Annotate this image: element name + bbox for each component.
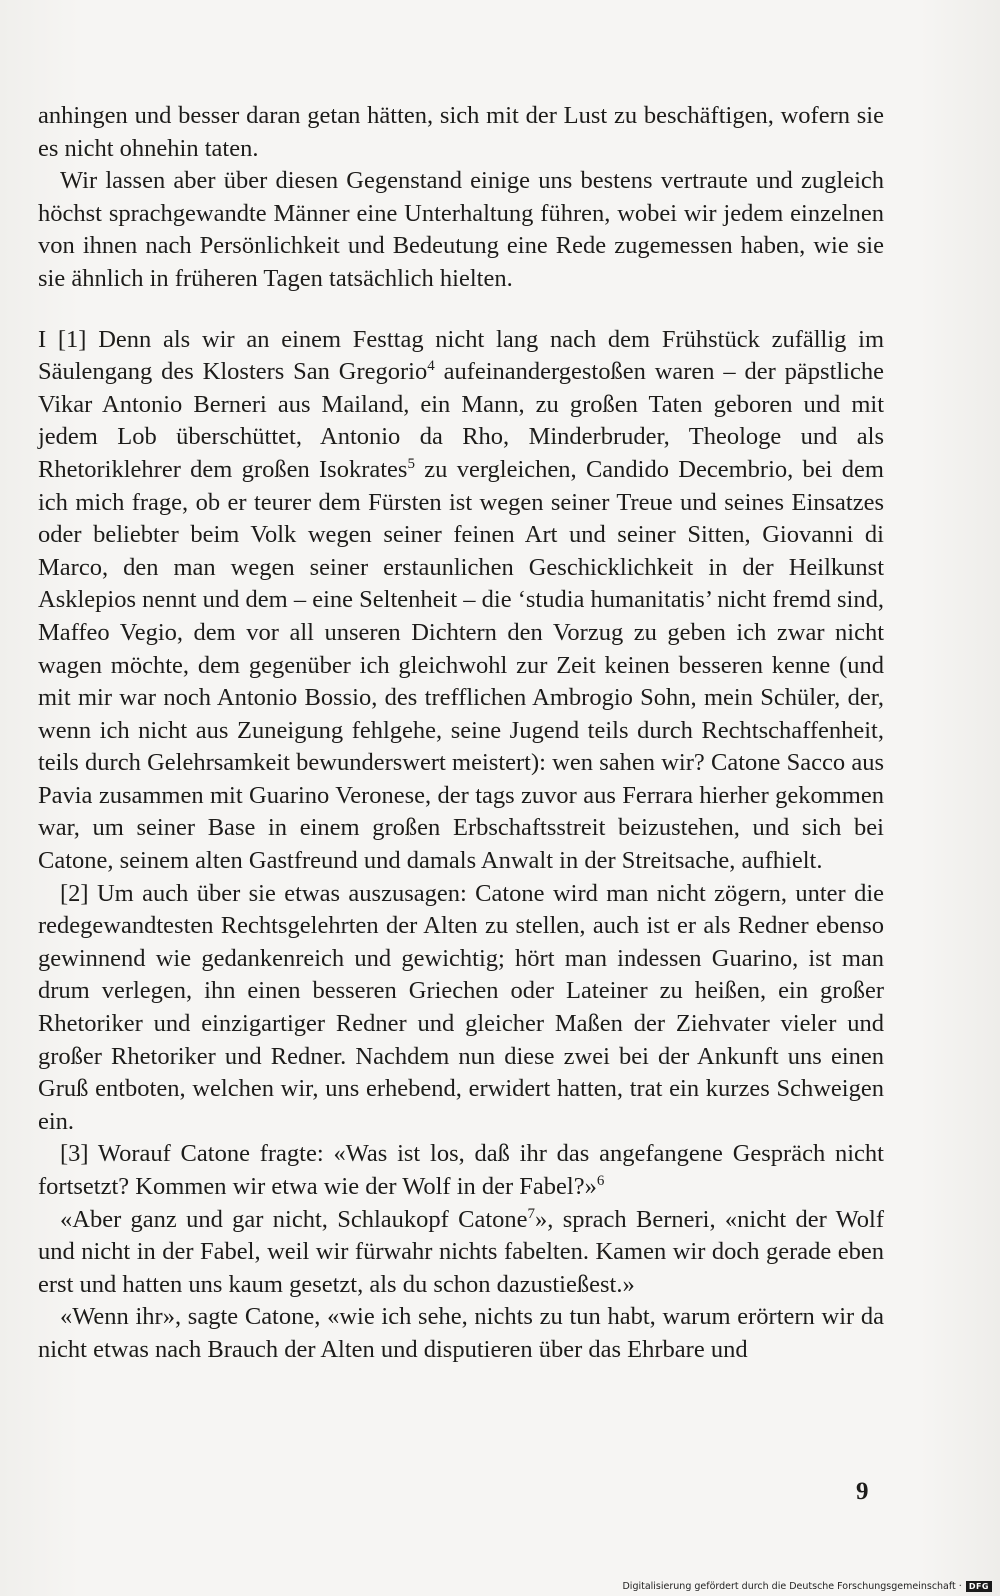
paragraph-3 [38,1138,884,1203]
footer-credit: Digitalisierung gefördert durch die Deutsche Forschungsgemeinschaft · [622,1581,962,1592]
text-run: [3] Worauf Catone fragte: «Was ist los, daß ihr das angefangene Gespräch nicht fortsetzt? Kommen wir etwa wie der Wolf in der Fabel?» [38,1140,884,1200]
digitization-footer [622,1581,992,1592]
footnote-ref-4[interactable]: 4 [427,358,435,375]
paragraph-intro: Wir lassen aber über diesen Gegenstand einige uns bestens vertraute und zugleich höchst sprachgewandte Männer eine Unterhaltung führen, wobei wir jedem einzelnen von ihnen nach Persönlichkeit und Bedeutung eine Rede zugemessen haben, wie sie sie ähnlich in früheren Tagen tatsächlich hielten. [38,167,884,292]
text-run: », sprach Berneri, «nicht der Wolf und nicht in der Fabel, weil wir fürwahr nichts fabelten. Kamen wir doch gerade eben erst und hatten uns kaum gesetzt, als du schon dazustießest.» [38,1205,884,1298]
text-run: zu vergleichen, Candido Decembrio, bei dem ich mich frage, ob er teurer dem Fürsten ist wegen seiner Treue und seines Einsatzes oder beliebter beim Volk wegen seiner feinen Art und seiner Sitten, Giovanni di Marco, den man wegen seiner erstaunlichen Geschicklichkeit in der Heilkunst Asklepios nennt und dem – eine Seltenheit – die ‘studia humanitatis’ nicht fremd sind, Maffeo Vegio, dem vor all unseren Dichtern den Vorzug zu geben ich zwar nicht wagen möchte, dem gegenüber ich gleichwohl zur Zeit keinen besseren kenne (und mit mir war noch Antonio Bossio, des trefflichen Ambrogio Sohn, mein Schüler, der, wenn ich nicht aus Zuneigung fehlgehe, seine Jugend teils durch Rechtschaffenheit, teils durch Gelehrsamkeit bewunderswert meistert): wen sahen wir? Catone Sacco aus Pavia zusammen mit Guarino Veronese, der tags zuvor aus Ferrara hierher gekommen war, um seiner Base in einem großen Erbschaftsstreit beizustehen, und sich bei Catone, seinem alten Gastfreund und damals Anwalt in der Streitsache, aufhielt. [38,455,884,875]
dfg-logo: DFG [966,1581,992,1592]
page-number: 9 [856,1478,869,1505]
footnote-ref-7[interactable]: 7 [527,1205,536,1222]
paragraph-continuation: anhingen und besser daran getan hätten, sich mit der Lust zu beschäftigen, wofern sie es nicht ohnehin taten. [38,102,884,162]
footnote-ref-6[interactable]: 6 [596,1173,605,1189]
paragraph-5: «Wenn ihr», sagte Catone, «wie ich sehe, nichts zu tun habt, warum erörtern wir da nicht etwas nach Brauch der Alten und disputieren über das Ehrbare und [38,1303,884,1363]
body-text [38,100,884,1367]
paragraph-2: [2] Um auch über sie etwas auszusagen: Catone wird man nicht zögern, unter die redegewandtesten Rechtsgelehrten der Alten zu stellen, auch ist er als Redner ebenso gewinnend wie gedankenreich und gewichtig; hört man indessen Guarino, ist man drum verlegen, ihn einen besseren Griechen oder Lateiner zu heißen, ein großer Rhetoriker und einzigartiger Redner und gleicher Maßen der Ziehvater vieler und großer Rhetoriker und Redner. Nachdem nun diese zwei bei der Ankunft uns einen Gruß entboten, welchen wir, uns erhebend, erwidert hatten, trat ein kurzes Schweigen ein. [38,879,884,1135]
paragraph-4 [38,1204,884,1302]
text-run: I [1] Denn als wir an einem Festtag nicht lang nach dem Frühstück zufällig im Säulengang des Klosters San Gregorio [38,325,884,386]
paragraph-section-1 [38,324,884,878]
footnote-ref-5[interactable]: 5 [407,455,415,472]
text-run: «Aber ganz und gar nicht, Schlaukopf Catone [60,1205,528,1233]
text-run: aufeinandergestoßen waren – der päpstliche Vikar Antonio Berneri aus Mailand, ein Mann, zu großen Taten geboren und mit jedem Lob überschüttet, Antonio da Rho, Minderbruder, Theologe und als Rhetoriklehrer dem großen Isokrates [38,358,884,483]
